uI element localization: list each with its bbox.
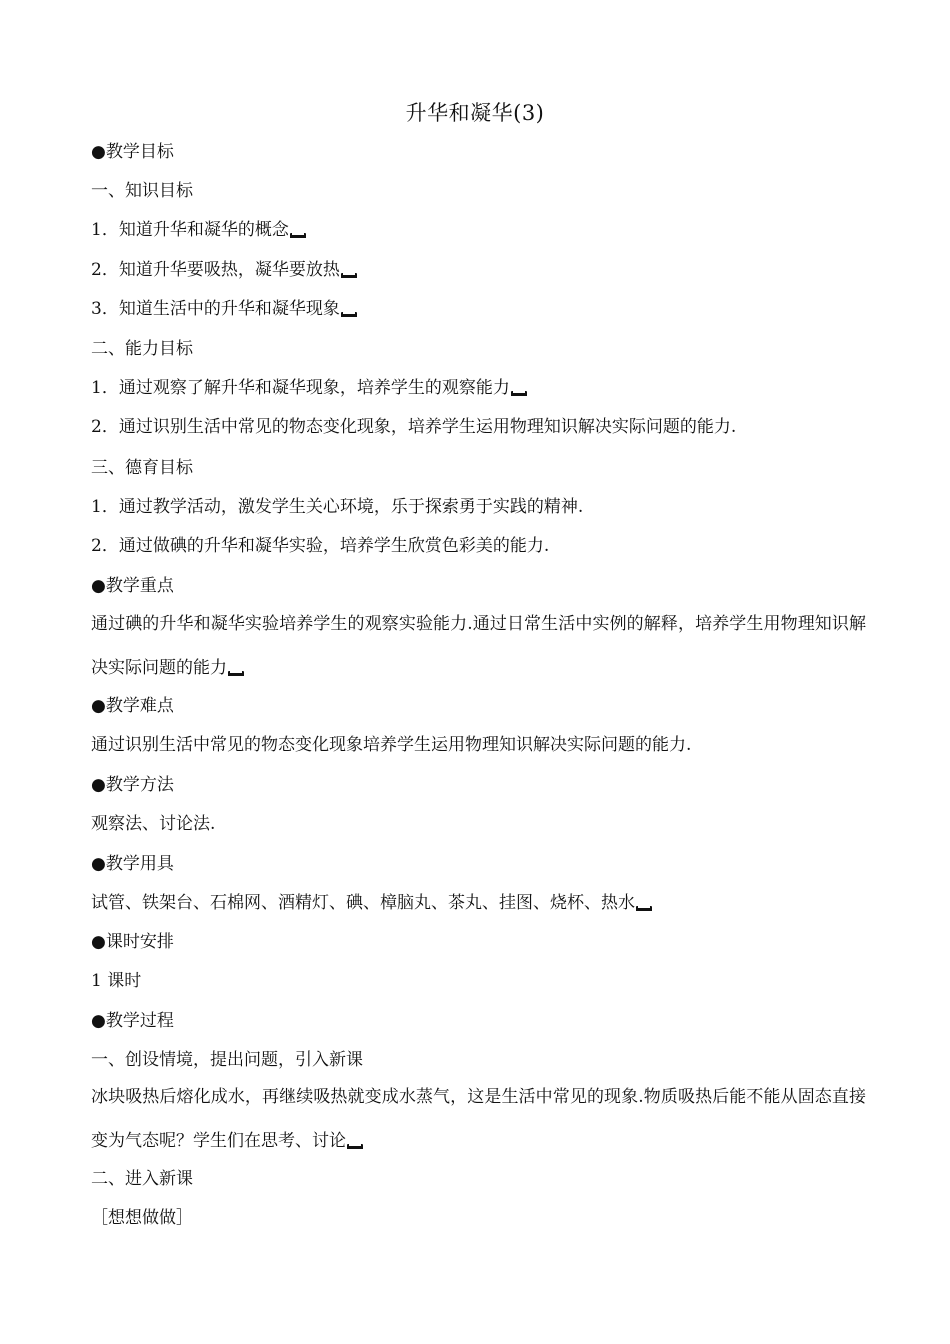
difficulty-heading: ●教学难点: [91, 696, 174, 716]
placeholder-mark: [290, 233, 306, 238]
ability-item-2: 2．通过识别生活中常见的物态变化现象，培养学生运用物理知识解决实际问题的能力.: [91, 417, 737, 437]
focus-heading: ●教学重点: [91, 576, 174, 596]
focus-text-content: 通过碘的升华和凝华实验培养学生的观察实验能力.通过日常生活中实例的解释，培养学生用物理知识解决实际问题的能力: [91, 614, 866, 678]
placeholder-mark: [347, 1144, 363, 1149]
tools-heading: ●教学用具: [91, 854, 174, 874]
placeholder-mark: [341, 312, 357, 317]
ability-item-1-text: 1．通过观察了解升华和凝华现象，培养学生的观察能力: [91, 378, 510, 398]
knowledge-item-2: [91, 258, 871, 282]
document-title: 升华和凝华(3): [405, 101, 545, 125]
knowledge-item-3: [91, 297, 871, 321]
moral-heading: 三、德育目标: [91, 458, 193, 478]
knowledge-item-3-text: 3．知道生活中的升华和凝华现象: [91, 299, 340, 319]
process-step-1-text-content: 冰块吸热后熔化成水，再继续吸热就变成水蒸气，这是生活中常见的现象.物质吸热后能不能从固态直接变为气态呢？学生们在思考、讨论: [91, 1087, 866, 1151]
objectives-heading: ●教学目标: [91, 142, 174, 162]
ability-item-1: [91, 376, 871, 400]
placeholder-mark: [511, 391, 527, 396]
knowledge-item-1: [91, 218, 871, 242]
knowledge-item-1-text: 1．知道升华和凝华的概念: [91, 220, 289, 240]
tools-text: [91, 891, 871, 915]
method-heading: ●教学方法: [91, 775, 174, 795]
ability-heading: 二、能力目标: [91, 339, 193, 359]
think-do-label: ［想想做做］: [91, 1208, 193, 1228]
knowledge-heading: 一、知识目标: [91, 181, 193, 201]
schedule-heading: ●课时安排: [91, 932, 174, 952]
method-text: 观察法、讨论法.: [91, 814, 216, 834]
placeholder-mark: [341, 273, 357, 278]
placeholder-mark: [228, 671, 244, 676]
schedule-text: 1 课时: [91, 971, 142, 991]
focus-text: [91, 602, 866, 690]
process-heading: ●教学过程: [91, 1011, 174, 1031]
difficulty-text: 通过识别生活中常见的物态变化现象培养学生运用物理知识解决实际问题的能力.: [91, 735, 692, 755]
process-step-2-heading: 二、进入新课: [91, 1169, 193, 1189]
process-step-1-heading: 一、创设情境，提出问题，引入新课: [91, 1050, 363, 1070]
knowledge-item-2-text: 2．知道升华要吸热，凝华要放热: [91, 260, 340, 280]
tools-text-content: 试管、铁架台、石棉网、酒精灯、碘、樟脑丸、茶丸、挂图、烧杯、热水: [91, 893, 635, 913]
moral-item-1: 1．通过教学活动，激发学生关心环境，乐于探索勇于实践的精神.: [91, 497, 584, 517]
moral-item-2: 2．通过做碘的升华和凝华实验，培养学生欣赏色彩美的能力.: [91, 536, 550, 556]
placeholder-mark: [636, 906, 652, 911]
process-step-1-text: [91, 1075, 866, 1163]
